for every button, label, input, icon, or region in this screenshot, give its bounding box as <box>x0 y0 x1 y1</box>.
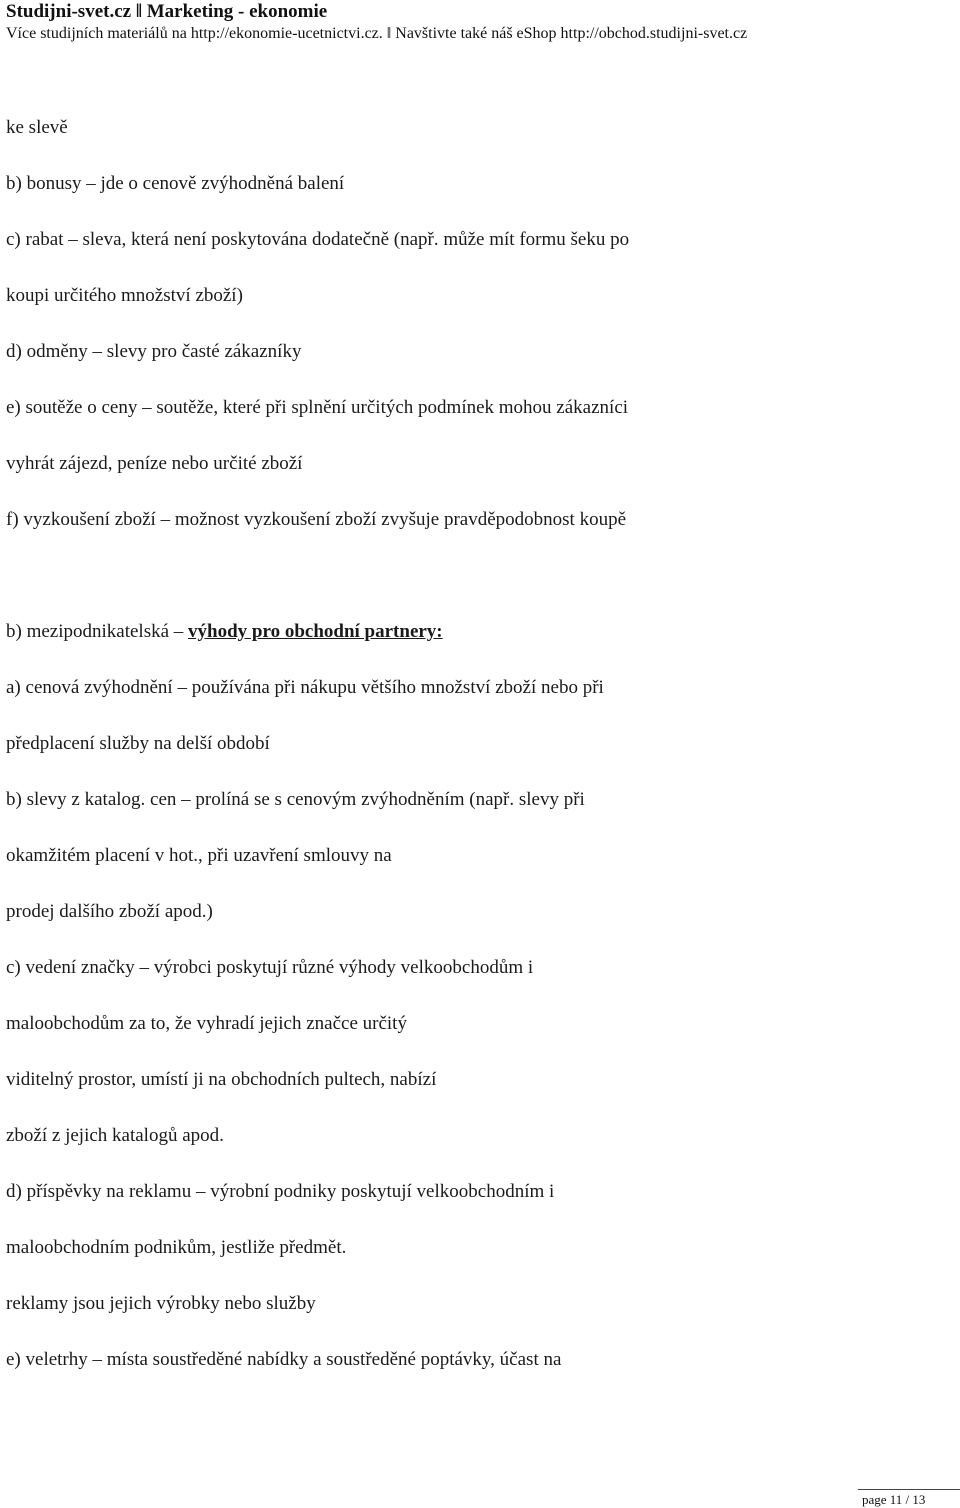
text-line: prodej dalšího zboží apod.) <box>6 901 213 922</box>
text-line: b) slevy z katalog. cen – prolíná se s cenovým zvýhodněním (např. slevy při <box>6 789 585 810</box>
emphasized-heading: výhody pro obchodní partnery: <box>188 621 443 642</box>
text-line: koupi určitého množství zboží) <box>6 285 243 306</box>
text-line: ke slevě <box>6 117 68 138</box>
text-line-prefix: b) mezipodnikatelská – <box>6 621 189 642</box>
text-line: a) cenová zvýhodnění – používána při nákupu většího množství zboží nebo při <box>6 677 604 698</box>
text-line: e) veletrhy – místa soustředěné nabídky a soustředěné poptávky, účast na <box>6 1349 562 1370</box>
page-number: page 11 / 13 <box>862 1492 926 1507</box>
footer-divider <box>858 1489 960 1490</box>
text-line: e) soutěže o ceny – soutěže, které při splnění určitých podmínek mohou zákazníci <box>6 397 629 418</box>
text-line: d) příspěvky na reklamu – výrobní podniky poskytují velkoobchodním i <box>6 1181 555 1202</box>
header-title: Studijni-svet.cz ǁ Marketing - ekonomie <box>6 1 328 22</box>
header-subtitle: Více studijních materiálů na http://ekonomie-ucetnictvi.cz. ǁ Navštivte také náš eShop http://obchod.studijni-svet.cz <box>6 25 748 42</box>
text-line-heading <box>6 620 443 644</box>
text-line: maloobchodům za to, že vyhradí jejich značce určitý <box>6 1013 407 1034</box>
text-line: b) bonusy – jde o cenově zvýhodněná balení <box>6 173 345 194</box>
text-line: zboží z jejich katalogů apod. <box>6 1125 224 1146</box>
text-line: předplacení služby na delší období <box>6 733 270 754</box>
text-line: c) rabat – sleva, která není poskytována dodatečně (např. může mít formu šeku po <box>6 229 630 250</box>
text-line: reklamy jsou jejich výrobky nebo služby <box>6 1293 316 1314</box>
text-line: okamžitém placení v hot., při uzavření smlouvy na <box>6 845 392 866</box>
text-line: d) odměny – slevy pro časté zákazníky <box>6 341 302 362</box>
text-line: maloobchodním podnikům, jestliže předmět. <box>6 1237 347 1258</box>
text-line: f) vyzkoušení zboží – možnost vyzkoušení zboží zvyšuje pravděpodobnost koupě <box>6 509 626 530</box>
text-line: vyhrát zájezd, peníze nebo určité zboží <box>6 453 303 474</box>
text-line: viditelný prostor, umístí ji na obchodních pultech, nabízí <box>6 1069 437 1090</box>
text-line: c) vedení značky – výrobci poskytují různé výhody velkoobchodům i <box>6 957 534 978</box>
